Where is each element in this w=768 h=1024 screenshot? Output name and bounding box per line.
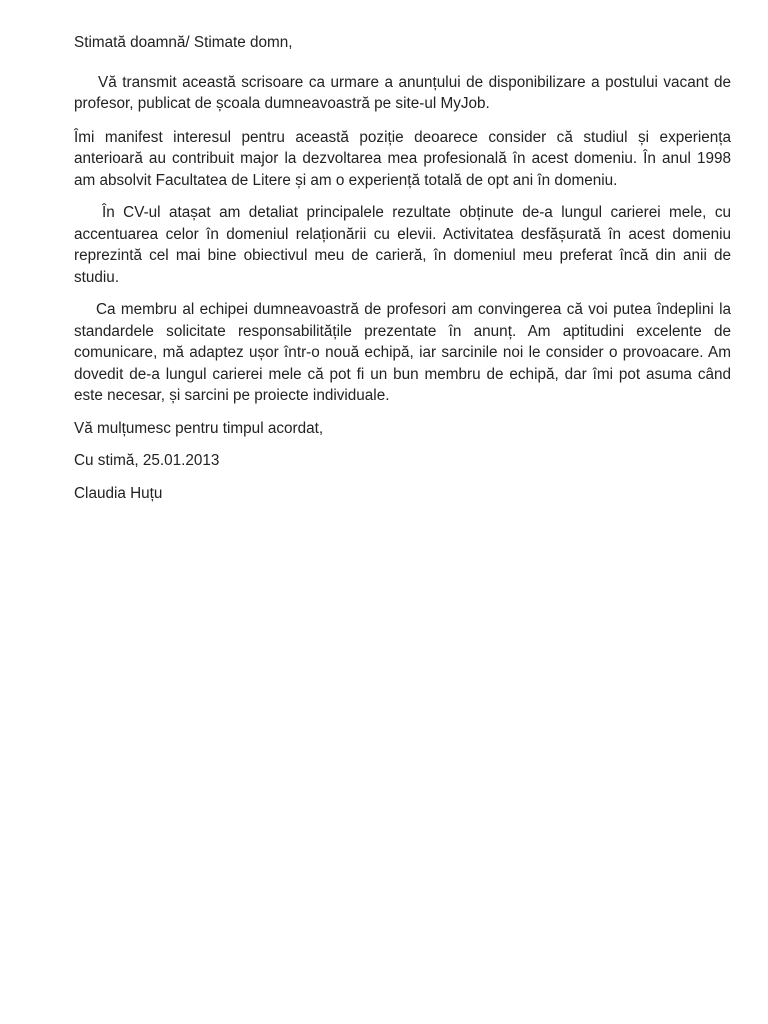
letter-closing: Vă mulțumesc pentru timpul acordat, xyxy=(74,419,324,437)
letter-paragraph-intro: Vă transmit această scrisoare ca urmare a anunțului de disponibilizare a postului vacant de profesor, publicat de școala dumneavoastră pe site-ul MyJob. xyxy=(74,73,731,112)
letter-greeting: Stimată doamnă/ Stimate domn, xyxy=(74,34,293,51)
letter-paragraph-cv: În CV-ul atașat am detaliat principalele rezultate obținute de-a lungul carierei mele, cu accentuarea celor în domeniul relaționării cu elevii. Activitatea desfășurată în acest domeniu reprezintă cel mai bine obiectivul meu de carieră, în domeniul meu preferat încă din anii de studiu. xyxy=(74,204,731,286)
letter-signature: Claudia Huțu xyxy=(74,484,163,502)
letter-date-line: Cu stimă, 25.01.2013 xyxy=(74,452,220,469)
letter-paragraph-team: Ca membru al echipei dumneavoastră de profesori am convingerea că voi putea îndeplini la standardele solicitate responsabilitățile prezentate în anunț. Am aptitudini excelente de comunicare, mă adaptez ușor într-o nouă echipă, iar sarcinile noi le consider o provoacare. Am dovedit de-a lungul carierei mele că pot fi un bun membru de echipă, dar îmi pot asuma când este necesar, și sarcini pe proiecte individuale. xyxy=(74,301,731,404)
letter-paragraph-interest: Îmi manifest interesul pentru această poziție deoarece consider că studiul și experiența anterioară au contribuit major la dezvoltarea mea profesională în acest domeniu. În anul 1998 am absolvit Facultatea de Litere și am o experiență totală de opt ani în domeniu. xyxy=(74,128,731,189)
